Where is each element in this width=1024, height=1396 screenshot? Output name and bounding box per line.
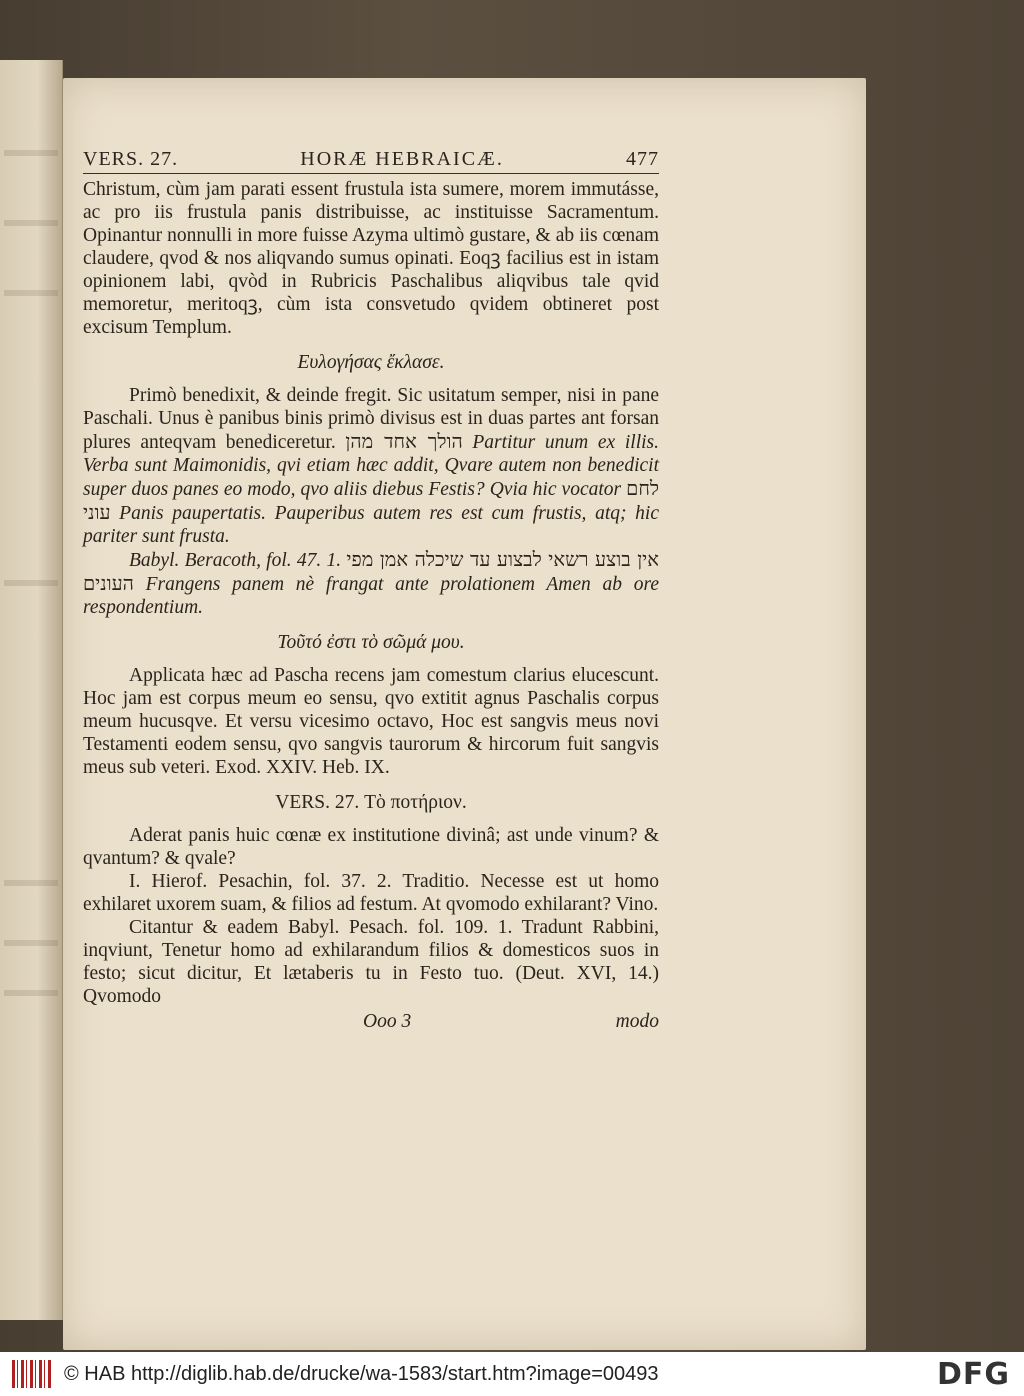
hebrew-phrase-2: לחם עוני bbox=[83, 477, 660, 524]
viewer-footer bbox=[0, 1352, 1024, 1396]
copyright-link[interactable]: © HAB http://diglib.hab.de/drucke/wa-1583/start.htm?image=00493 bbox=[64, 1362, 659, 1385]
greek-heading-2: Τοῦτό ἐστι τὸ σῶμά μου. bbox=[277, 632, 465, 653]
paragraph-2-text-c: Panis paupertatis. Pauperibus autem res est cum frustis, atq; hic pariter sunt frusta. bbox=[83, 503, 659, 547]
paragraph-6: I. Hierof. Pesachin, fol. 37. 2. Traditio. Necesse est ut homo exhilaret uxorem suam, & filios ad festum. At qvomodo exhilarant? Vino. bbox=[83, 871, 659, 915]
signature-mark: Ooo 3 bbox=[363, 1011, 412, 1032]
paragraph-1: Christum, cùm jam parati essent frustula ista sumere, morem immutásse, ac pro iis frustula panis distribuisse, ac instituisse Sacramentum. Opinantur nonnulli in more fuisse Azyma ultimò gustare, & ab iis cœnam claudere, qvod & nos aliqvando sumus opinati. Eoqꝫ facilius est in istam opinionem labi, qvòd in Rubricis Paschalibus aliqvibus tale qvid memoretur, meritoqꝫ, cùm ista consvetudo qvidem obtineret post excisum Templum. bbox=[83, 179, 659, 338]
hab-logo-icon bbox=[12, 1360, 52, 1388]
paragraph-5: Aderat panis huic cœnæ ex institutione divinâ; ast unde vinum? & qvantum? & qvale? bbox=[83, 825, 659, 869]
paragraph-2-text-a: Primò benedixit, & deinde fregit. Sic usitatum semper, nisi in pane Paschali. Unus è panibus binis primò divisus est in duas partes ant forsan plures anteqvam benediceretur. bbox=[83, 385, 659, 453]
book-page bbox=[63, 78, 866, 1350]
page-number: 477 bbox=[625, 148, 659, 170]
dfg-logo: DFG bbox=[936, 1356, 1010, 1392]
hebrew-quote: אין בוצע רשאי לבצוע עד שיכלה אמן מפי העונים bbox=[83, 548, 659, 595]
catchword: modo bbox=[615, 1011, 659, 1032]
talmud-reference: Babyl. Beracoth, fol. 47. 1. bbox=[129, 550, 342, 571]
previous-page-edge bbox=[0, 60, 63, 1320]
paragraph-2-text-b: Partitur unum ex illis. Verba sunt Maimonidis, qvi etiam hæc addit, Qvare autem non benedicit super duos panes eo modo, qvo aliis diebus Festis? Qvia hic vocator bbox=[83, 432, 660, 500]
paragraph-3-text: Frangens panem nè frangat ante prolationem Amen ab ore respondentium. bbox=[83, 574, 659, 618]
catchline bbox=[83, 1010, 659, 1033]
paragraph-4: Applicata hæc ad Pascha recens jam comestum clarius elucescunt. Hoc jam est corpus meum eo sensu, qvo extitit agnus Paschalis corpus meum hucusqve. Et versu vicesimo octavo, Hoc est sangvis meus novi Testamenti eodem sensu, qvo sangvis taurorum & hircorum fuit sangvis meus sub veteri. Exod. XXIV. Heb. IX. bbox=[83, 665, 659, 778]
paragraph-2 bbox=[83, 384, 659, 548]
running-head bbox=[83, 148, 659, 174]
page-text bbox=[83, 148, 659, 1033]
verse-heading: VERS. 27. Τὸ ποτήριον. bbox=[275, 792, 467, 813]
hebrew-phrase-1: הולך אחד מהן bbox=[345, 430, 463, 453]
page-title: HORÆ HEBRAICÆ. bbox=[300, 148, 504, 170]
paragraph-3 bbox=[83, 548, 659, 619]
paragraph-7: Citantur & eadem Babyl. Pesach. fol. 109. 1. Tradunt Rabbini, inqviunt, Tenetur homo ad exhilarandum filios & domesticos suos in festo; sicut dicitur, Et lætaberis tu in Festo tuo. (Deut. XVI, 14.) Qvomodo bbox=[83, 917, 659, 1007]
greek-heading-1: Ευλογήσας ἔκλασε. bbox=[297, 352, 445, 373]
verse-reference: VERS. 27. bbox=[83, 148, 179, 170]
